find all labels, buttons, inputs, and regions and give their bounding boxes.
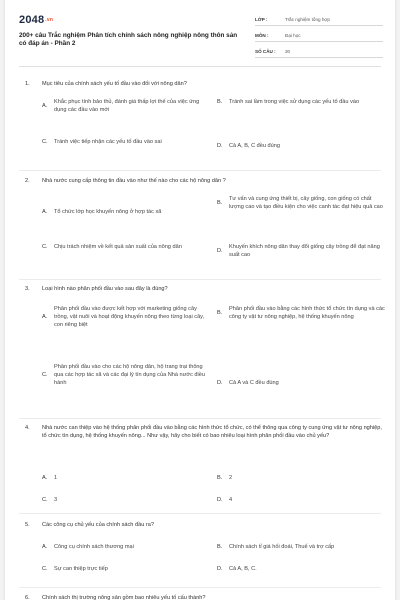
option-letter: B. bbox=[217, 99, 223, 105]
question-number: 6. bbox=[25, 595, 30, 600]
question-number: 5. bbox=[25, 522, 30, 528]
option-b[interactable] bbox=[217, 98, 387, 106]
option-c[interactable] bbox=[42, 496, 212, 504]
option-letter: D. bbox=[217, 566, 223, 572]
meta-label: SỐ CÂU : bbox=[255, 48, 276, 54]
option-letter: D. bbox=[217, 380, 223, 386]
option-text: Chịu trách nhiệm về kết quả sản xuất của nông dân bbox=[54, 244, 182, 250]
question-body: Mục tiêu của chính sách yếu tố đầu vào đối với nông dân? bbox=[42, 81, 187, 87]
option-letter: A. bbox=[42, 544, 48, 550]
option-text: Cả A và C đều đúng bbox=[229, 380, 279, 386]
option-text: Tránh việc tiếp nhận các yếu tố đầu vào sai bbox=[54, 139, 162, 145]
question-2 bbox=[25, 177, 385, 258]
option-text: Phân phối đầu vào cho các hộ nông dân, hộ trang trại thông qua các hợp tác xã và các đại lý tín dụng của Nhà nước điều hành bbox=[54, 364, 206, 386]
option-text: Khuyến khích nông dân thay đổi giống cây trồng để đạt năng suất cao bbox=[229, 244, 380, 258]
question-text bbox=[25, 521, 385, 529]
option-c[interactable] bbox=[42, 138, 212, 146]
option-a[interactable] bbox=[42, 543, 212, 551]
option-text: Công cụ chính sách thương mại bbox=[54, 544, 134, 550]
logo-suffix: .vn bbox=[45, 17, 54, 24]
option-d[interactable] bbox=[217, 565, 387, 573]
option-d[interactable] bbox=[217, 496, 387, 504]
question-4 bbox=[25, 424, 385, 503]
meta-row-count bbox=[255, 45, 383, 58]
option-text: 1 bbox=[54, 475, 58, 481]
meta-value: Đại học bbox=[285, 32, 301, 38]
question-3 bbox=[25, 285, 385, 386]
option-letter: A. bbox=[42, 314, 48, 320]
question-body: Nhà nước can thiệp vào hệ thống phân phối đầu vào bằng các hình thức tổ chức, có thể thông qua công ty cung ứng vật tư nông nghiệp, tổ chức tín dụng, hệ thống khuyến nông... Như vậy, hãy cho biết có bao nhiêu loại hình phân phối đầu vào chủ yếu? bbox=[42, 425, 382, 439]
question-number: 3. bbox=[25, 286, 30, 292]
option-a[interactable] bbox=[42, 98, 212, 114]
question-divider bbox=[19, 587, 381, 588]
option-b[interactable] bbox=[217, 474, 387, 482]
option-letter: C. bbox=[42, 372, 48, 378]
option-text: Tư vấn và cung ứng thiết bị, cây giống, con giống có chất lượng cao và tạo điều kiện cho việc canh tác đạt hiệu quả cao bbox=[229, 196, 383, 210]
question-6 bbox=[25, 594, 385, 600]
question-body: Các công cụ chủ yếu của chính sách đầu ra? bbox=[42, 522, 154, 528]
option-text: Tổ chức lớp học khuyến nông ở hợp tác xã bbox=[54, 209, 162, 215]
page-header bbox=[5, 0, 395, 62]
option-letter: B. bbox=[217, 310, 223, 316]
option-letter: D. bbox=[217, 497, 223, 503]
option-letter: C. bbox=[42, 139, 48, 145]
option-b[interactable] bbox=[217, 305, 387, 321]
question-number: 4. bbox=[25, 425, 30, 431]
meta-value: Trắc nghiệm tổng hợp bbox=[285, 16, 330, 22]
option-letter: C. bbox=[42, 566, 48, 572]
meta-row-class bbox=[255, 13, 383, 26]
question-5 bbox=[25, 521, 385, 572]
option-c[interactable] bbox=[42, 565, 212, 573]
option-letter: B. bbox=[217, 475, 223, 481]
meta-panel bbox=[255, 13, 383, 61]
option-d[interactable] bbox=[217, 379, 387, 387]
question-divider bbox=[19, 279, 381, 280]
question-number: 2. bbox=[25, 178, 30, 184]
option-d[interactable] bbox=[217, 142, 387, 150]
option-text: Sự can thiệp trực tiếp bbox=[54, 566, 108, 572]
option-a[interactable] bbox=[42, 474, 212, 482]
option-b[interactable] bbox=[217, 543, 387, 551]
option-letter: B. bbox=[217, 200, 223, 206]
option-c[interactable] bbox=[42, 243, 212, 251]
site-logo[interactable] bbox=[19, 14, 53, 26]
option-letter: D. bbox=[217, 248, 223, 254]
option-a[interactable] bbox=[42, 208, 212, 216]
option-text: Cả A, B, C. bbox=[229, 566, 257, 572]
option-letter: D. bbox=[217, 143, 223, 149]
option-letter: A. bbox=[42, 209, 48, 215]
option-text: Phân phối đầu vào được kết hợp với marketing giống cây trồng, vật nuôi và hoạt động khuyến nông theo từng loại cây, con riêng biệt bbox=[54, 306, 205, 328]
option-b[interactable] bbox=[217, 195, 387, 211]
question-body: Loại hình nào phân phối đầu vào sau đây là đúng? bbox=[42, 286, 168, 292]
question-text bbox=[25, 285, 385, 293]
option-text: 2 bbox=[229, 475, 233, 481]
question-1 bbox=[25, 80, 385, 149]
header-divider bbox=[19, 66, 381, 67]
question-number: 1. bbox=[25, 81, 30, 87]
option-letter: C. bbox=[42, 244, 48, 250]
question-divider bbox=[19, 170, 381, 171]
option-text: Tránh sai lầm trong việc sử dụng các yếu tố đầu vào bbox=[229, 99, 360, 105]
option-d[interactable] bbox=[217, 243, 387, 259]
meta-row-subject bbox=[255, 29, 383, 42]
question-text bbox=[25, 594, 385, 600]
question-body: Nhà nước cung cấp thông tin đầu vào như thế nào cho các hộ nông dân ? bbox=[42, 178, 226, 184]
option-letter: B. bbox=[217, 544, 223, 550]
option-text: 4 bbox=[229, 497, 233, 503]
meta-label: MÔN : bbox=[255, 32, 269, 38]
option-c[interactable] bbox=[42, 363, 212, 387]
option-a[interactable] bbox=[42, 305, 212, 329]
question-divider bbox=[19, 513, 381, 514]
option-text: Phân phối đầu vào bằng các hình thức tổ chức tín dụng và các công ty vật tư nông nghiệp, hệ thống khuyến nông bbox=[229, 306, 385, 320]
option-text: Chính sách tỉ giá hối đoái, Thuế và trợ cấp bbox=[229, 544, 335, 550]
option-letter: A. bbox=[42, 475, 48, 481]
document-title: 200+ câu Trắc nghiệm Phân tích chính sách nông nghiệp nông thôn sản có đáp án - Phần 2 bbox=[19, 32, 238, 47]
question-body: Chính sách thị trường nông sản gồm bao nhiêu yếu tố cấu thành? bbox=[42, 595, 206, 600]
question-divider bbox=[19, 418, 381, 419]
option-text: Khắc phục tính bảo thủ, đánh giá thấp lợi thế của việc ứng dụng các đầu vào mới bbox=[54, 99, 200, 113]
option-letter: A. bbox=[42, 103, 48, 109]
option-letter: C. bbox=[42, 497, 48, 503]
question-text bbox=[25, 80, 385, 88]
question-text bbox=[25, 424, 385, 440]
option-text: 3 bbox=[54, 497, 58, 503]
logo-text: 2048 bbox=[19, 14, 45, 26]
meta-label: LỚP : bbox=[255, 16, 268, 22]
question-text bbox=[25, 177, 385, 185]
option-text: Cả A, B, C đều đúng bbox=[229, 143, 280, 149]
meta-value: 30 bbox=[285, 48, 291, 54]
document-page bbox=[5, 0, 395, 600]
